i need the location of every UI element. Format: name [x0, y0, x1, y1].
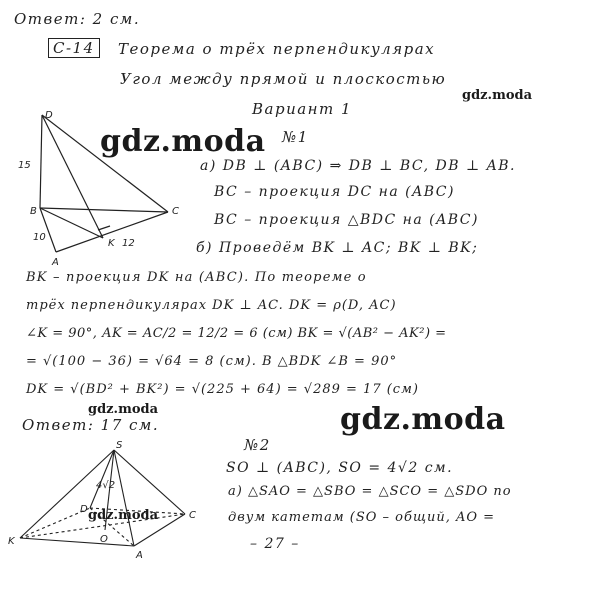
problem1-line: трёх перпендикулярах DK ⊥ AC. DK = ρ(D, AC)	[26, 298, 397, 313]
label-d: D	[45, 110, 53, 121]
problem1-line: BK – проекция DK на (ABC). По теореме о	[26, 270, 367, 285]
edge-sc	[114, 450, 185, 514]
watermark: gdz.moda	[88, 508, 159, 523]
label-b: B	[30, 206, 37, 217]
label-k: K	[108, 238, 115, 249]
problem1-answer: Ответ: 17 см.	[22, 416, 160, 434]
watermark: gdz.moda	[88, 402, 159, 417]
edge-db	[40, 115, 42, 208]
watermark: gdz.moda	[462, 88, 533, 103]
label-c: C	[172, 206, 179, 217]
label-o: O	[100, 534, 108, 545]
problem1-line: б) Проведём BK ⊥ AC; BK ⊥ BK;	[196, 240, 479, 256]
variant-label: Вариант 1	[252, 100, 353, 118]
problem2-number: №2	[244, 436, 271, 454]
problem1-line: BC – проекция DC на (ABC)	[214, 184, 455, 200]
label-15: 15	[18, 160, 31, 171]
problem2-line: а) △SAO = △SBO = △SCO = △SDO по	[228, 484, 512, 499]
problem1-line: = √(100 − 36) = √64 = 8 (см). В △BDK ∠B = 90°	[26, 354, 398, 369]
label-4sqrt2: 4√2	[96, 480, 116, 491]
edge-dk	[42, 115, 103, 238]
problem1-line: DK = √(BD² + BK²) = √(225 + 64) = √289 = 17 (см)	[26, 382, 419, 397]
title-line-2: Угол между прямой и плоскостью	[120, 70, 447, 88]
watermark: gdz.moda	[340, 402, 506, 437]
problem2-line: двум катетам (SO – общий, AO =	[228, 510, 496, 525]
figure-problem2	[20, 450, 185, 546]
edge-ka	[20, 538, 134, 546]
label-s: S	[116, 440, 123, 451]
edge-sa	[114, 450, 134, 546]
label-a: A	[52, 257, 59, 268]
label-10: 10	[33, 232, 46, 243]
label-d2: D	[80, 504, 88, 515]
page-number: – 27 –	[250, 536, 300, 552]
label-a2: A	[136, 550, 143, 561]
section-code: С-14	[48, 38, 100, 58]
right-angle-mark	[98, 226, 110, 230]
watermark: gdz.moda	[100, 124, 266, 159]
problem1-number: №1	[282, 128, 309, 146]
edge-bc	[40, 208, 168, 212]
previous-answer: Ответ: 2 см.	[14, 10, 141, 28]
label-12: 12	[122, 238, 135, 249]
problem1-line: а) DB ⊥ (ABC) ⇒ DB ⊥ BC, DB ⊥ AB.	[200, 158, 516, 174]
label-k2: K	[8, 536, 15, 547]
problem1-line: BC – проекция △BDC на (ABC)	[214, 212, 479, 228]
problem2-line: SO ⊥ (ABC), SO = 4√2 см.	[226, 460, 454, 476]
problem1-line: ∠K = 90°, AK = AC/2 = 12/2 = 6 (см) BK = √(AB² − AK²) =	[26, 326, 447, 341]
title-line-1: Теорема о трёх перпендикулярах	[118, 40, 436, 58]
edge-sk	[20, 450, 114, 538]
label-c2: C	[189, 510, 196, 521]
